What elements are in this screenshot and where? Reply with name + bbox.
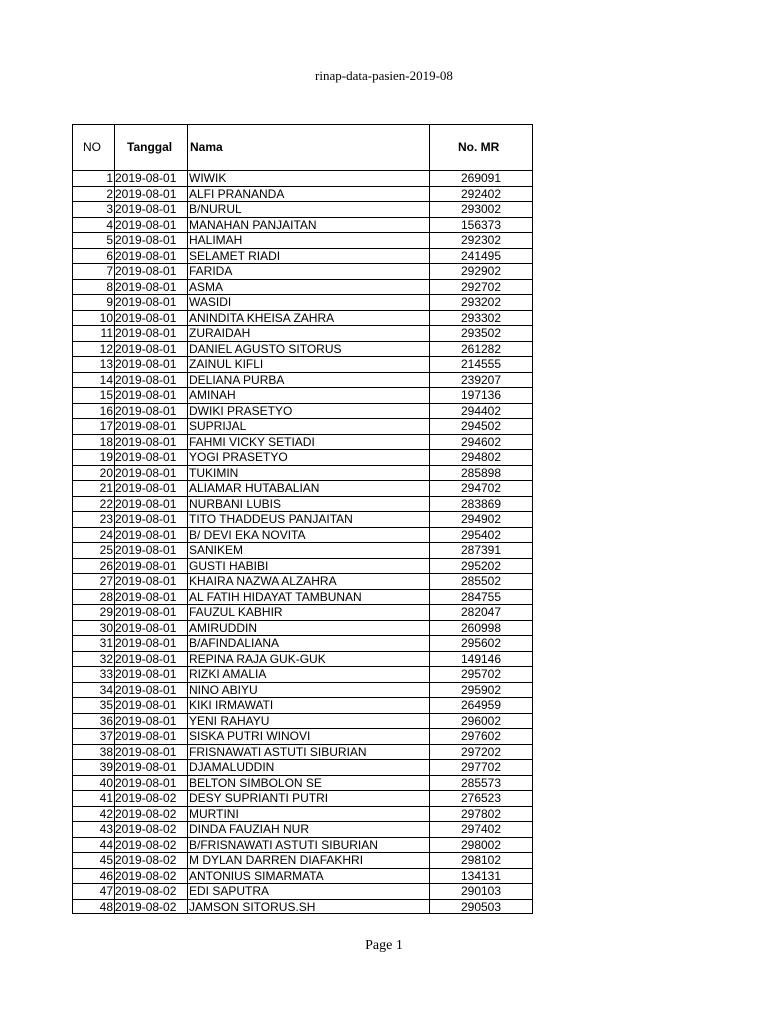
row-no-mr: 264959: [460, 698, 502, 712]
row-tanggal: 2019-08-01: [115, 217, 177, 232]
row-tanggal: 2019-08-01: [115, 403, 177, 418]
row-nama: SUPRIJAL: [189, 419, 247, 433]
row-no-mr: 156373: [460, 217, 502, 232]
row-no-mr: 197136: [460, 388, 502, 402]
row-nama: ZURAIDAH: [189, 326, 251, 340]
row-nama: WASIDI: [189, 295, 232, 309]
row-nama: EDI SAPUTRA: [189, 884, 270, 898]
table-row: [73, 776, 532, 792]
row-nama: B/ DEVI EKA NOVITA: [189, 527, 306, 542]
row-no-mr: 298102: [460, 853, 502, 867]
row-no: 3: [106, 202, 113, 216]
table-row: [73, 342, 532, 358]
row-tanggal: 2019-08-01: [115, 620, 177, 635]
row-no: 39: [99, 760, 113, 774]
row-tanggal: 2019-08-01: [115, 279, 177, 294]
row-nama: TITO THADDEUS PANJAITAN: [189, 512, 353, 526]
row-nama: DESY SUPRIANTI PUTRI: [189, 791, 329, 805]
row-no-mr: 295902: [460, 682, 502, 697]
row-tanggal: 2019-08-01: [115, 558, 177, 573]
row-nama: SELAMET RIADI: [189, 248, 281, 263]
table-row: [73, 373, 532, 389]
header-no-mr: No. MR: [458, 140, 500, 154]
table-row: [73, 512, 532, 528]
row-nama: KIKI IRMAWATI: [189, 698, 274, 712]
row-no-mr: 294602: [460, 434, 502, 449]
row-no: 48: [99, 899, 113, 914]
row-no: 20: [99, 465, 113, 480]
header-nama: Nama: [190, 140, 223, 154]
table-row: [73, 419, 532, 435]
table-row: [73, 280, 532, 296]
row-tanggal: 2019-08-01: [115, 171, 177, 185]
row-nama: YENI RAHAYU: [189, 713, 270, 728]
row-no-mr: 295702: [460, 667, 502, 681]
row-no-mr: 292302: [460, 233, 502, 247]
row-no: 10: [99, 310, 113, 325]
table-row: [73, 497, 532, 513]
row-no-mr: 294902: [460, 512, 502, 526]
table-row: [73, 435, 532, 451]
row-no: 9: [106, 295, 113, 309]
row-nama: WIWIK: [189, 171, 227, 185]
row-no-mr: 298002: [460, 837, 502, 852]
row-no: 2: [106, 186, 113, 201]
table-row: [73, 481, 532, 497]
row-nama: DANIEL AGUSTO SITORUS: [189, 341, 342, 356]
row-no-mr: 241495: [460, 248, 502, 263]
table-row: [73, 838, 532, 854]
row-tanggal: 2019-08-02: [115, 884, 177, 898]
row-tanggal: 2019-08-01: [115, 264, 177, 278]
row-no-mr: 292402: [460, 186, 502, 201]
row-tanggal: 2019-08-01: [115, 465, 177, 480]
row-no-mr: 295402: [460, 527, 502, 542]
row-nama: DWIKI PRASETYO: [189, 403, 293, 418]
row-nama: MANAHAN PANJAITAN: [189, 217, 317, 232]
row-no-mr: 214555: [460, 357, 502, 371]
row-nama: DJAMALUDDIN: [189, 760, 275, 774]
row-tanggal: 2019-08-01: [115, 729, 177, 743]
row-nama: AMIRUDDIN: [189, 620, 257, 635]
row-no-mr: 297702: [460, 760, 502, 774]
row-no: 29: [99, 605, 113, 619]
row-tanggal: 2019-08-01: [115, 636, 177, 650]
row-tanggal: 2019-08-01: [115, 326, 177, 340]
table-row: [73, 714, 532, 730]
table-row: [73, 807, 532, 823]
row-nama: KHAIRA NAZWA ALZAHRA: [189, 574, 337, 588]
row-no: 6: [106, 248, 113, 263]
table-row: [73, 249, 532, 265]
row-nama: RIZKI AMALIA: [189, 667, 267, 681]
row-no: 36: [99, 713, 113, 728]
row-no-mr: 294402: [460, 403, 502, 418]
table-row: [73, 822, 532, 838]
row-no: 14: [99, 372, 113, 387]
table-row: [73, 745, 532, 761]
row-tanggal: 2019-08-01: [115, 450, 177, 464]
row-no-mr: 285502: [460, 574, 502, 588]
row-no-mr: 296002: [460, 713, 502, 728]
row-no: 12: [99, 341, 113, 356]
row-no: 22: [99, 496, 113, 511]
row-nama: GUSTI HABIBI: [189, 558, 269, 573]
table-row: [73, 652, 532, 668]
row-no: 17: [99, 419, 113, 433]
row-no: 43: [99, 822, 113, 836]
row-no: 31: [99, 636, 113, 650]
row-tanggal: 2019-08-01: [115, 186, 177, 201]
row-no: 5: [106, 233, 113, 247]
row-nama: NURBANI LUBIS: [189, 496, 282, 511]
row-tanggal: 2019-08-01: [115, 682, 177, 697]
row-tanggal: 2019-08-01: [115, 233, 177, 247]
page-title: rinap-data-pasien-2019-08: [315, 68, 453, 83]
row-no-mr: 293202: [460, 295, 502, 309]
row-nama: SANIKEM: [189, 543, 244, 557]
row-no: 47: [99, 884, 113, 898]
row-no: 24: [99, 527, 113, 542]
row-tanggal: 2019-08-01: [115, 775, 177, 790]
row-nama: ASMA: [189, 279, 224, 294]
row-tanggal: 2019-08-02: [115, 806, 177, 821]
row-nama: ANINDITA KHEISA ZAHRA: [189, 310, 335, 325]
table-row: [73, 357, 532, 373]
row-nama: FARIDA: [189, 264, 233, 278]
row-tanggal: 2019-08-01: [115, 543, 177, 557]
row-no: 37: [99, 729, 113, 743]
row-tanggal: 2019-08-01: [115, 667, 177, 681]
row-nama: HALIMAH: [189, 233, 243, 247]
table-row: [73, 791, 532, 807]
table-body: [73, 171, 532, 915]
row-no: 19: [99, 450, 113, 464]
row-no-mr: 282047: [460, 605, 502, 619]
row-no-mr: 293502: [460, 326, 502, 340]
table-row: [73, 466, 532, 482]
row-tanggal: 2019-08-02: [115, 791, 177, 805]
header-tanggal: Tanggal: [127, 140, 173, 154]
table-row: [73, 853, 532, 869]
row-tanggal: 2019-08-01: [115, 481, 177, 495]
table-row: [73, 202, 532, 218]
row-no-mr: 285898: [460, 465, 502, 480]
row-tanggal: 2019-08-02: [115, 868, 177, 883]
row-no-mr: 239207: [460, 372, 502, 387]
row-no: 30: [99, 620, 113, 635]
row-nama: ZAINUL KIFLI: [189, 357, 264, 371]
row-nama: B/AFINDALIANA: [189, 636, 280, 650]
row-tanggal: 2019-08-01: [115, 295, 177, 309]
row-no: 27: [99, 574, 113, 588]
row-no: 41: [99, 791, 113, 805]
row-tanggal: 2019-08-01: [115, 574, 177, 588]
row-tanggal: 2019-08-01: [115, 341, 177, 356]
table-row: [73, 729, 532, 745]
row-tanggal: 2019-08-01: [115, 496, 177, 511]
row-tanggal: 2019-08-01: [115, 744, 177, 759]
table-row: [73, 388, 532, 404]
row-no: 7: [106, 264, 113, 278]
row-tanggal: 2019-08-01: [115, 651, 177, 666]
row-nama: DELIANA PURBA: [189, 372, 285, 387]
row-no: 21: [99, 481, 113, 495]
row-no-mr: 287391: [460, 543, 502, 557]
row-tanggal: 2019-08-01: [115, 419, 177, 433]
row-no: 46: [99, 868, 113, 883]
table-row: [73, 760, 532, 776]
row-no: 28: [99, 589, 113, 604]
row-no: 45: [99, 853, 113, 867]
table-row: [73, 900, 532, 916]
table-row: [73, 171, 532, 187]
table-row: [73, 543, 532, 559]
row-no-mr: 294502: [460, 419, 502, 433]
row-nama: NINO ABIYU: [189, 682, 258, 697]
table-row: [73, 295, 532, 311]
row-no-mr: 294802: [460, 450, 502, 464]
row-no-mr: 294702: [460, 481, 502, 495]
table-row: [73, 698, 532, 714]
header-no: NO: [83, 140, 101, 154]
row-no-mr: 284755: [460, 589, 502, 604]
table-row: [73, 187, 532, 203]
row-no-mr: 149146: [460, 651, 502, 666]
row-tanggal: 2019-08-01: [115, 605, 177, 619]
table-header: [73, 125, 532, 171]
row-no-mr: 292702: [460, 279, 502, 294]
row-tanggal: 2019-08-01: [115, 527, 177, 542]
row-no: 26: [99, 558, 113, 573]
table-row: [73, 326, 532, 342]
row-tanggal: 2019-08-01: [115, 357, 177, 371]
row-tanggal: 2019-08-02: [115, 822, 177, 836]
row-no-mr: 297202: [460, 744, 502, 759]
row-nama: ALIAMAR HUTABALIAN: [189, 481, 320, 495]
row-no-mr: 283869: [460, 496, 502, 511]
table-row: [73, 559, 532, 575]
row-no-mr: 295202: [460, 558, 502, 573]
row-no: 34: [99, 682, 113, 697]
table-row: [73, 884, 532, 900]
row-tanggal: 2019-08-01: [115, 760, 177, 774]
row-no-mr: 292902: [460, 264, 502, 278]
row-tanggal: 2019-08-01: [115, 388, 177, 402]
row-no-mr: 261282: [460, 341, 502, 356]
row-no-mr: 297802: [460, 806, 502, 821]
row-nama: SISKA PUTRI WINOVI: [189, 729, 311, 743]
row-nama: FAHMI VICKY SETIADI: [189, 434, 315, 449]
row-nama: ANTONIUS SIMARMATA: [189, 868, 324, 883]
row-nama: TUKIMIN: [189, 465, 239, 480]
row-tanggal: 2019-08-01: [115, 589, 177, 604]
row-no: 44: [99, 837, 113, 852]
table-row: [73, 404, 532, 420]
row-no: 35: [99, 698, 113, 712]
table-row: [73, 590, 532, 606]
row-no: 25: [99, 543, 113, 557]
row-no-mr: 134131: [460, 868, 502, 883]
table-row: [73, 233, 532, 249]
row-tanggal: 2019-08-01: [115, 202, 177, 216]
row-no-mr: 295602: [460, 636, 502, 650]
table-row: [73, 605, 532, 621]
row-tanggal: 2019-08-02: [115, 837, 177, 852]
row-nama: FAUZUL KABHIR: [189, 605, 283, 619]
table-row: [73, 218, 532, 234]
row-nama: AMINAH: [189, 388, 236, 402]
row-no-mr: 297402: [460, 822, 502, 836]
table-row: [73, 264, 532, 280]
row-nama: REPINA RAJA GUK-GUK: [189, 651, 326, 666]
row-no-mr: 293002: [460, 202, 502, 216]
row-tanggal: 2019-08-01: [115, 512, 177, 526]
row-nama: AL FATIH HIDAYAT TAMBUNAN: [189, 589, 362, 604]
row-nama: B/NURUL: [189, 202, 242, 216]
row-tanggal: 2019-08-01: [115, 310, 177, 325]
row-no: 23: [99, 512, 113, 526]
table-row: [73, 621, 532, 637]
row-no: 16: [99, 403, 113, 418]
table-row: [73, 311, 532, 327]
row-no-mr: 290103: [460, 884, 502, 898]
row-nama: B/FRISNAWATI ASTUTI SIBURIAN: [189, 837, 378, 852]
page-footer: Page 1: [365, 938, 403, 953]
row-nama: DINDA FAUZIAH NUR: [189, 822, 310, 836]
row-no: 32: [99, 651, 113, 666]
row-no: 42: [99, 806, 113, 821]
row-no-mr: 269091: [460, 171, 502, 185]
row-no: 1: [106, 171, 113, 185]
table-row: [73, 450, 532, 466]
row-tanggal: 2019-08-01: [115, 372, 177, 387]
row-tanggal: 2019-08-01: [115, 434, 177, 449]
table-row: [73, 667, 532, 683]
table-row: [73, 683, 532, 699]
row-no-mr: 290503: [460, 899, 502, 914]
row-no: 4: [106, 217, 113, 232]
patient-table: [72, 124, 533, 914]
row-nama: ALFI PRANANDA: [189, 186, 285, 201]
row-nama: M DYLAN DARREN DIAFAKHRI: [189, 853, 364, 867]
row-no-mr: 276523: [460, 791, 502, 805]
row-no-mr: 293302: [460, 310, 502, 325]
table-row: [73, 636, 532, 652]
row-no: 33: [99, 667, 113, 681]
row-no-mr: 285573: [460, 775, 502, 790]
row-no-mr: 297602: [460, 729, 502, 743]
row-no: 8: [106, 279, 113, 294]
row-nama: YOGI PRASETYO: [189, 450, 288, 464]
table-row: [73, 574, 532, 590]
row-nama: JAMSON SITORUS.SH: [189, 899, 316, 914]
row-nama: BELTON SIMBOLON SE: [189, 775, 322, 790]
row-nama: FRISNAWATI ASTUTI SIBURIAN: [189, 744, 367, 759]
row-tanggal: 2019-08-01: [115, 248, 177, 263]
row-tanggal: 2019-08-01: [115, 698, 177, 712]
row-nama: MURTINI: [189, 806, 239, 821]
row-no: 40: [99, 775, 113, 790]
row-no: 18: [99, 434, 113, 449]
row-no: 38: [99, 744, 113, 759]
row-no: 13: [99, 357, 113, 371]
row-tanggal: 2019-08-02: [115, 853, 177, 867]
row-no-mr: 260998: [460, 620, 502, 635]
table-row: [73, 869, 532, 885]
row-tanggal: 2019-08-02: [115, 899, 177, 914]
row-no: 15: [99, 388, 113, 402]
row-tanggal: 2019-08-01: [115, 713, 177, 728]
table-row: [73, 528, 532, 544]
row-no: 11: [100, 326, 113, 340]
